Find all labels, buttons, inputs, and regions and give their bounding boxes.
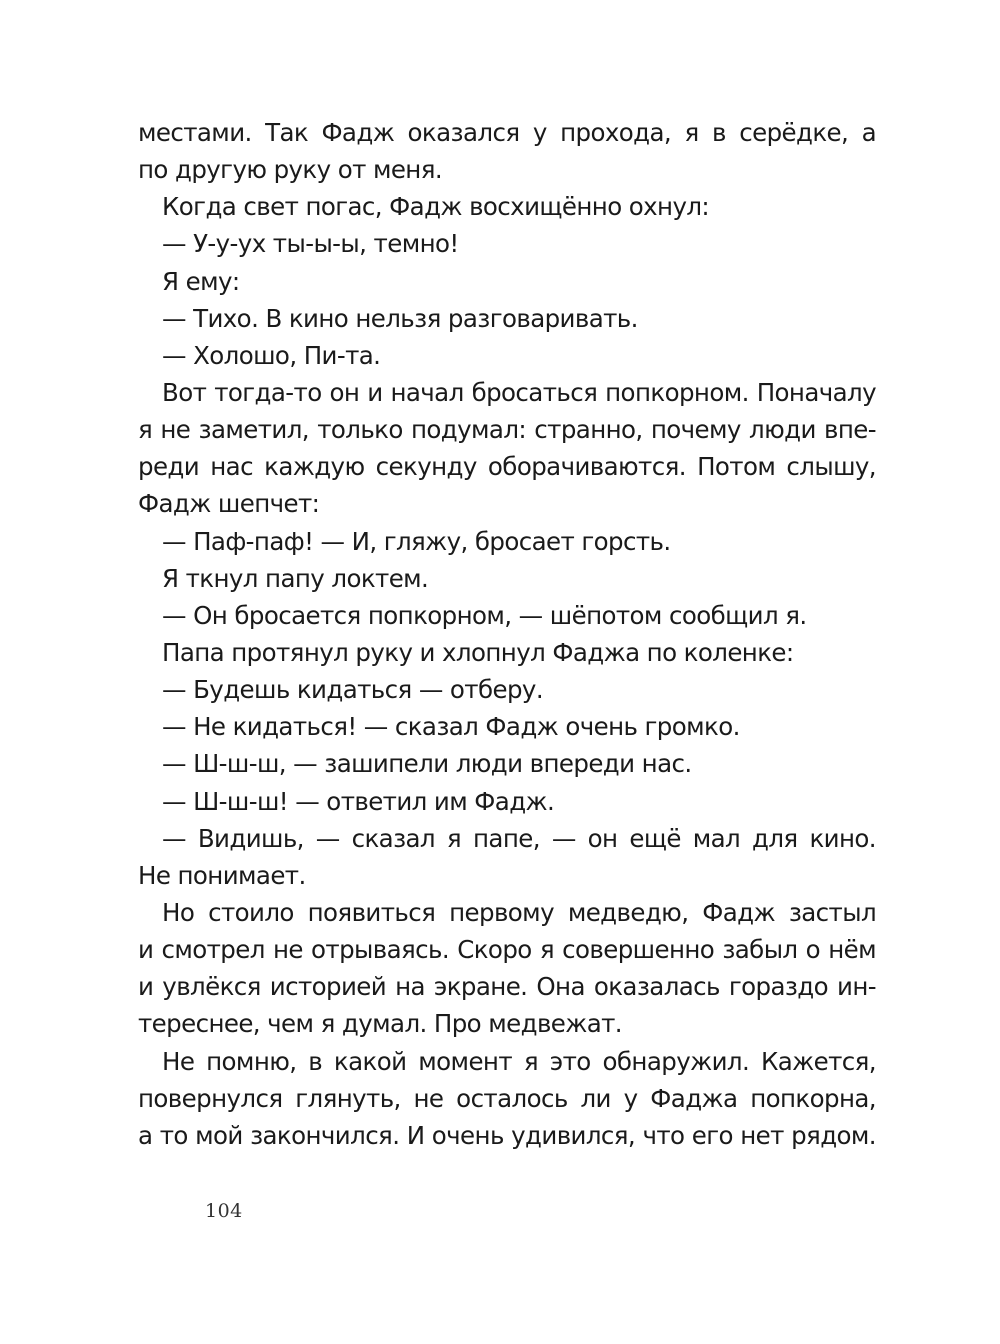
text-line: — Тихо. В кино нельзя разговаривать. (162, 303, 638, 333)
text-line: и увлёкся историей на экране. Она оказалась гораздо ин- (138, 972, 876, 1002)
text-line: повернулся глянуть, не осталось ли у Фаджа попкорна, (138, 1083, 876, 1113)
text-line: — Ш-ш-ш, — зашипели люди впереди нас. (162, 749, 692, 779)
body-text (138, 114, 876, 1154)
text-line: а то мой закончился. И очень удивился, что его нет рядом. (138, 1120, 876, 1150)
text-line: Фадж шепчет: (138, 489, 320, 519)
text-line: Когда свет погас, Фадж восхищённо охнул: (162, 192, 710, 222)
text-line: — Видишь, — сказал я папе, — он ещё мал для кино. (162, 823, 876, 853)
text-line: — Холошо, Пи-та. (162, 340, 381, 370)
text-line: — Паф-паф! — И, гляжу, бросает горсть. (162, 526, 671, 556)
text-line: и смотрел не отрываясь. Скоро я совершенно забыл о нём (138, 935, 876, 965)
text-line: Я ткнул папу локтем. (162, 563, 429, 593)
text-line: Папа протянул руку и хлопнул Фаджа по коленке: (162, 637, 794, 667)
text-line: — Он бросается попкорном, — шёпотом сообщил я. (162, 600, 807, 630)
page-number: 104 (205, 1200, 243, 1222)
text-line: по другую руку от меня. (138, 155, 443, 185)
text-line: я не заметил, только подумал: странно, почему люди впе- (138, 415, 876, 445)
text-line: — Не кидаться! — сказал Фадж очень громко. (162, 712, 740, 742)
text-line: — У-у-ух ты-ы-ы, темно! (162, 229, 459, 259)
text-line: местами. Так Фадж оказался у прохода, я в серёдке, а (138, 118, 876, 147)
text-line: Не помню, в какой момент я это обнаружил. Кажется, (162, 1046, 876, 1076)
text-line: — Ш-ш-ш! — ответил им Фадж. (162, 786, 555, 816)
text-line: Но стоило появиться первому медведю, Фадж застыл (162, 897, 876, 927)
text-line: — Будешь кидаться — отберу. (162, 675, 544, 705)
text-line: тереснее, чем я думал. Про медвежат. (138, 1009, 622, 1039)
text-line: Вот тогда-то он и начал бросаться попкорном. Поначалу (162, 377, 876, 407)
text-line: Не понимает. (138, 860, 306, 890)
text-line: реди нас каждую секунду оборачиваются. Потом слышу, (138, 452, 876, 482)
text-line: Я ему: (162, 266, 240, 296)
